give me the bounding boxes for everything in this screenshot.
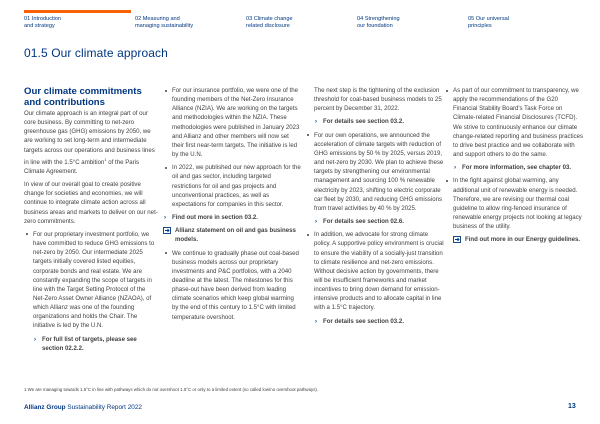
bullet-list bbox=[444, 176, 584, 231]
external-link-icon bbox=[453, 236, 461, 243]
nav-item-universal-principles[interactable]: 05 Our universal principles bbox=[468, 16, 510, 30]
paragraph: In view of our overall goal to create positive change for societies and economies, we will continue to integrate climate action across all business areas and markets to deliver on our net-zero commitments. bbox=[24, 181, 158, 225]
list-item: As part of our commitment to transparency, we apply the recommendations of the G20 Financial Stability Board's Task Force on Climate-related Financial Disclosures (TCFD). We strive to continuously enhance our climate change-related reporting and business practices to drive best practice and we collaborate with and support others to do the same. bbox=[444, 86, 584, 159]
column-1 bbox=[24, 86, 158, 357]
bullet-list bbox=[24, 230, 158, 331]
external-link[interactable]: Find out more in our Energy guidelines. bbox=[453, 235, 584, 244]
brand-name: Allianz Group bbox=[24, 404, 66, 411]
nav-item-strengthening[interactable]: 04 Strengthening our foundation bbox=[357, 16, 400, 30]
list-item-continued: The next step is the tightening of the exclusion threshold for coal-based business models to 25 percent by December 31, 2022. bbox=[314, 87, 442, 113]
bullet-list bbox=[305, 230, 445, 312]
list-item: In the fight against global warming, any additional unit of renewable energy is needed. Therefore, we are revising our thermal coal guideline to allow ring-fenced insurance of renewable energy projects not looking at legacy business of the utility. bbox=[444, 176, 584, 231]
chevron-right-icon: › bbox=[164, 214, 167, 222]
chevron-right-icon: › bbox=[315, 317, 318, 325]
list-item: In 2022, we published our new approach for the oil and gas sector, including targeted restrictions for oil and gas projects and unconventional practices, as well as expectations for companies in this sector. bbox=[163, 163, 301, 209]
intro-paragraph: Our climate approach is an integral part of our core business. By committing to net-zero greenhouse gas (GHG) emissions by 2050, we are working to set long-term and intermediate targets across our operations and business lines in line with the 1.5°C ambition$^1$ of the Paris Climate Agreement. bbox=[24, 110, 155, 175]
section-link[interactable]: › For full list of targets, please see section 02.2.2. bbox=[34, 335, 137, 352]
chevron-right-icon: › bbox=[315, 218, 318, 226]
chevron-right-icon: › bbox=[315, 118, 318, 126]
footnote: 1 We are managing towards 1.5°C in line with pathways which do not overshoot 1.5°C or only to a limited extent (so called low/no overshoot pathways). bbox=[24, 387, 319, 392]
page-title: 01.5 Our climate approach bbox=[24, 46, 168, 60]
page-number: 13 bbox=[568, 403, 576, 410]
footnote-ref[interactable]: 1 bbox=[104, 156, 107, 162]
bullet-list bbox=[163, 249, 301, 322]
column-2 bbox=[163, 86, 301, 326]
list-item: For our own operations, we announced the acceleration of climate targets with reduction of GHG emissions by 50 % by 2025, versus 2019, and net-zero by 2030. We plan to achieve these targets by strengthening our environmental management and sourcing 100 % renewable electricity by 2023, shifting to electric corporate car fleet by 2030, and reducing GHG emissions from travel activities by 40 % by 2025. bbox=[305, 131, 445, 213]
chevron-right-icon: › bbox=[34, 335, 37, 343]
bullet-list bbox=[163, 86, 301, 209]
nav-item-measuring[interactable]: 02 Measuring and managing sustainability bbox=[135, 16, 194, 30]
bullet-list bbox=[305, 86, 445, 113]
bullet-list bbox=[444, 86, 584, 159]
active-chapter-indicator bbox=[24, 10, 131, 13]
nav-item-introduction[interactable]: 01 Introduction and strategy bbox=[24, 16, 62, 30]
chevron-right-icon: › bbox=[454, 164, 457, 172]
section-link[interactable]: › For details see section 03.2. bbox=[315, 317, 404, 325]
column-3 bbox=[305, 86, 445, 330]
list-item: For our proprietary investment portfolio, we have committed to reduce GHG emissions to net-zero by 2050. Our intermediate 2025 targets initially covered listed equities, corporate bonds and real estate. We are constantly expanding the scope of targets in line with the Target Setting Protocol of the Net-Zero Asset Owner Alliance (NZAOA), of which Allianz was one of the founding organizations and holds the Chair. The initiative is led by the U.N. bbox=[24, 230, 158, 331]
chapter-link[interactable]: › For more information, see chapter 03. bbox=[454, 164, 572, 172]
external-link-icon bbox=[163, 227, 171, 234]
chapter-navigation bbox=[0, 0, 600, 40]
section-link[interactable]: › For details see section 03.2. bbox=[315, 118, 404, 126]
section-link[interactable]: › For details see section 02.6. bbox=[315, 218, 404, 226]
column-4 bbox=[444, 86, 584, 249]
external-link[interactable]: Allianz statement on oil and gas business models. bbox=[163, 226, 301, 244]
section-heading: Our climate commitments and contributions bbox=[24, 86, 142, 108]
list-item: For our insurance portfolio, we were one of the founding members of the Net-Zero Insurance Alliance (NZIA). We are working on the targets and methodologies within the NZIA. These methodologies were published in January 2023 and Allianz and other members will now set their first near-term targets. The initiative is led by the U.N. bbox=[163, 86, 301, 159]
section-link[interactable]: › Find out more in section 03.2. bbox=[164, 214, 259, 222]
report-title: Sustainability Report 2022 bbox=[67, 404, 142, 411]
bullet-list bbox=[305, 131, 445, 213]
nav-item-climate-change[interactable]: 03 Climate change related disclosure bbox=[246, 16, 293, 30]
list-item: We continue to gradually phase out coal-based business models across our proprietary investments and P&C portfolios, with a 2040 deadline at the latest. The milestones for this phase-out have been derived from leading climate scenarios which keep global warming by the end of this century to 1.5°C with limited temperature overshoot. bbox=[163, 249, 301, 322]
report-footer bbox=[24, 404, 142, 411]
list-item: In addition, we advocate for strong climate policy. A supportive policy environment is crucial to ensure the viability of a socially-just transition to climate resilience and net-zero emissions. Without decisive action by governments, there will be insufficient frameworks and market incentives to bring down demand for emission-intensive products and to allocate capital in line with a 1.5°C trajectory. bbox=[305, 230, 445, 312]
